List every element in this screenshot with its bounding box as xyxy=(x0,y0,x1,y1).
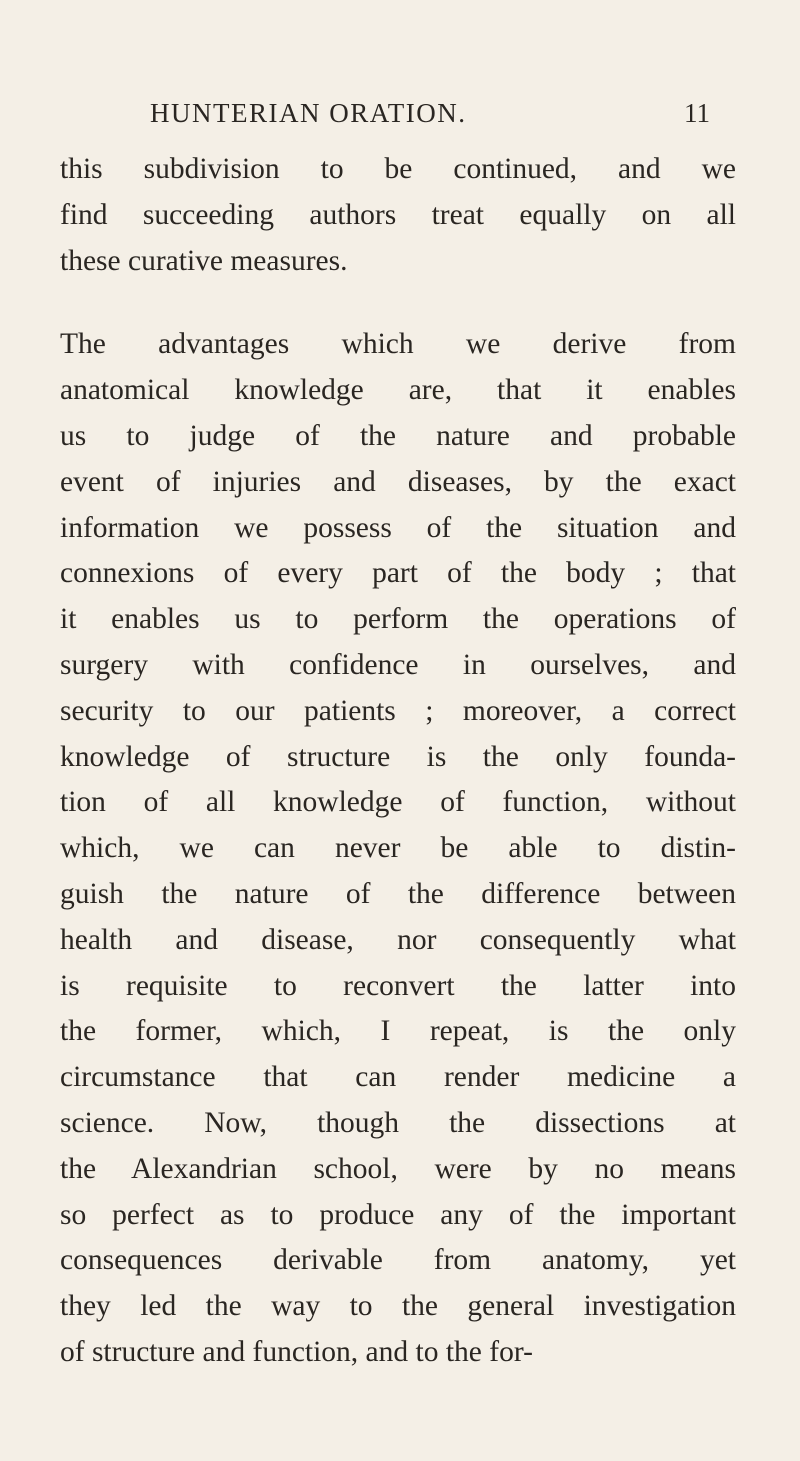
text-line: it enables us to perform the operations of xyxy=(60,603,736,636)
paragraph-gap xyxy=(60,284,736,322)
text-line: they led the way to the general investigation xyxy=(60,1290,736,1323)
page-number: 11 xyxy=(684,98,710,128)
text-line: of structure and function, and to the for- xyxy=(60,1335,533,1368)
paragraph xyxy=(60,147,736,284)
text-line: security to our patients ; moreover, a correct xyxy=(60,694,736,727)
text-line: is requisite to reconvert the latter into xyxy=(60,969,736,1002)
text-line: the Alexandrian school, were by no means xyxy=(60,1152,736,1185)
text-line: The advantages which we derive from xyxy=(60,328,736,361)
running-title: HUNTERIAN ORATION. xyxy=(150,98,467,128)
text-line: consequences derivable from anatomy, yet xyxy=(60,1244,736,1277)
text-line: connexions of every part of the body ; that xyxy=(60,557,736,590)
text-line: tion of all knowledge of function, without xyxy=(60,786,736,819)
text-line: surgery with confidence in ourselves, and xyxy=(60,648,736,681)
text-line: health and disease, nor consequently what xyxy=(60,923,736,956)
text-line: anatomical knowledge are, that it enables xyxy=(60,374,736,407)
text-line: this subdivision to be continued, and we xyxy=(60,153,736,185)
text-line: information we possess of the situation and xyxy=(60,511,736,544)
text-line: event of injuries and diseases, by the exact xyxy=(60,465,736,498)
text-line: so perfect as to produce any of the important xyxy=(60,1198,736,1231)
text-line: knowledge of structure is the only founda- xyxy=(60,740,736,773)
text-line: us to judge of the nature and probable xyxy=(60,419,736,452)
text-line: find succeeding authors treat equally on all xyxy=(60,198,736,231)
paragraph xyxy=(60,322,736,1375)
running-head xyxy=(150,92,710,134)
text-line: the former, which, I repeat, is the only xyxy=(60,1015,736,1048)
text-line: science. Now, though the dissections at xyxy=(60,1106,736,1139)
body-text xyxy=(60,147,736,1376)
text-line: these curative measures. xyxy=(60,244,348,277)
text-line: guish the nature of the difference between xyxy=(60,877,736,910)
text-line: which, we can never be able to distin- xyxy=(60,832,736,865)
text-line: circumstance that can render medicine a xyxy=(60,1061,736,1094)
